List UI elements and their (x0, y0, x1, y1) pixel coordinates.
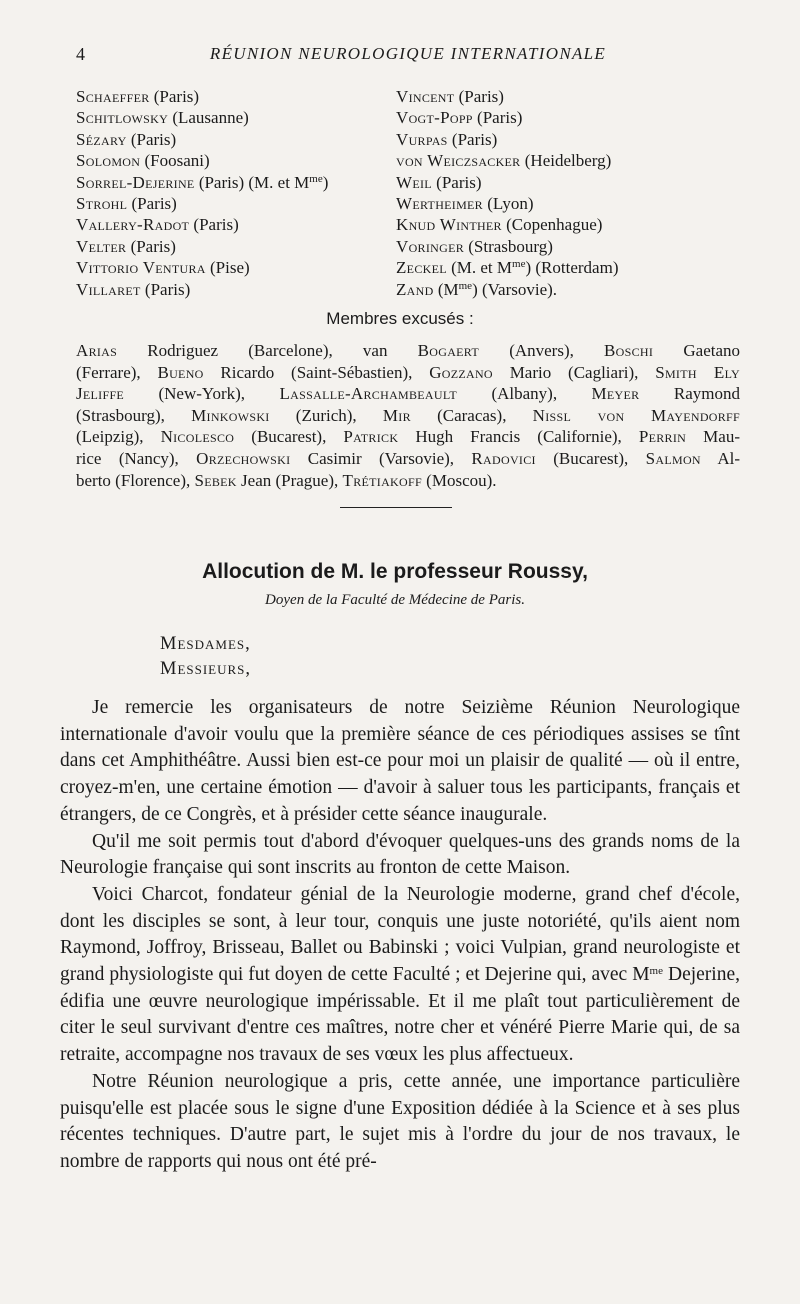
excused-member-name: Orzechowski (196, 448, 291, 468)
attendee-column-right (396, 86, 618, 300)
attendee-name: Wertheimer (396, 194, 483, 214)
attendee-column-left (76, 86, 328, 300)
speech-title: Allocution de M. le professeur Roussy, (202, 560, 588, 583)
excused-member-name: Patrick (343, 427, 399, 447)
salutation-line-2: Messieurs, (160, 659, 252, 679)
attendee-entry (396, 107, 618, 128)
excused-member-name: Gozzano (429, 362, 493, 382)
attendee-name: Strohl (76, 194, 128, 214)
excused-member-name: Perrin (638, 427, 687, 447)
paragraph-3-sup: me (649, 965, 663, 978)
attendee-name: Velter (76, 236, 127, 256)
excused-member-text: (Strasbourg), (76, 405, 192, 425)
excused-member-name: Boschi (604, 341, 654, 360)
attendee-entry (396, 236, 618, 257)
excused-member-name: Radovici (471, 448, 536, 468)
excused-member-name: Nissl von Mayendorff (532, 405, 741, 425)
excused-member-text: Rodriguez (Barcelone), van (117, 341, 418, 360)
attendee-entry (76, 279, 328, 300)
excused-line (76, 448, 740, 470)
attendee-name: Weil (396, 172, 432, 192)
paragraph-3-text: Voici Charcot, fondateur génial de la Neurologie moderne, grand chef d'école, dont les disciples se sont, à leur tour, conquis une juste notoriété, qu'ils aient nom Raymond, Joffroy, Brisseau, Ballet ou Babinski ; voici Vulpian, grand neurologiste et grand physiologiste qui fut doyen de cette Faculté ; et Dejerine qui, avec M (60, 883, 740, 986)
attendee-location: (Paris) (472, 108, 523, 128)
excused-member-text: Casimir (Varsovie), (290, 448, 472, 468)
paragraph-4: Notre Réunion neurologique a pris, cette année, une importance particulière puisqu'elle est placée sous le signe d'une Exposition dédiée à la Science et à ses plus récentes techniques. D'autre part, le sujet mis à l'ordre du jour de nos travaux, le nombre de rapports qui nous ont été pré- (60, 1070, 740, 1172)
excused-line (76, 383, 740, 405)
attendee-entry (76, 236, 328, 257)
attendee-location: (Paris) (M. et M (194, 172, 310, 192)
attendee-location: (Paris) (126, 129, 177, 149)
excused-member-text: Gaetano (653, 341, 741, 360)
attendee-entry (396, 214, 618, 235)
excused-member-name: Sebek (194, 470, 237, 490)
attendee-tail: ) (322, 172, 329, 192)
attendee-location: (Copenhague) (501, 215, 603, 235)
attendee-name: Vincent (396, 87, 455, 106)
paragraph-3-tail: Dejerine, édifia une œuvre neurologique impérissable. Et il me plaît tout particulièrement de citer le seul survivant d'entre ces maîtres, notre cher et vénéré Pierre Marie qui, de sa retraite, accompagne nos travaux de ses vœux les plus affectueux. (60, 964, 740, 1066)
excused-member-name: Trétiakoff (342, 470, 422, 490)
attendee-name: Voringer (396, 236, 465, 256)
attendee-name: von Weiczsacker (396, 151, 521, 171)
attendee-entry (396, 257, 618, 278)
attendee-entry (396, 150, 618, 171)
attendee-name: Vurpas (396, 129, 448, 149)
attendee-location: (Paris) (454, 87, 504, 106)
attendee-entry (76, 257, 328, 278)
attendee-entry (76, 150, 328, 171)
attendee-entry (76, 193, 328, 214)
attendee-location: (Paris) (189, 215, 239, 235)
attendee-name: Schaeffer (76, 87, 150, 106)
section-divider (340, 507, 452, 508)
attendee-entry (396, 172, 618, 193)
excused-member-name: Meyer (591, 384, 640, 404)
excused-member-text: (Anvers), (479, 341, 605, 360)
salutation-line-1: Mesdames, (160, 634, 251, 654)
excused-member-text: berto (Florence), (76, 470, 195, 490)
excused-line (76, 405, 740, 427)
attendee-location: (Paris) (140, 279, 191, 299)
attendee-name: Sorrel-Dejerine (76, 172, 195, 192)
speech-body (60, 695, 740, 1176)
excused-member-text: Ricardo (Saint-Sébastien), (203, 362, 430, 382)
excused-member-name: Salmon (645, 448, 701, 468)
attendee-entry (396, 193, 618, 214)
attendee-location: (Paris) (127, 194, 177, 214)
attendee-name: Vittorio Ventura (76, 258, 206, 278)
attendee-name: Solomon (76, 151, 141, 171)
attendee-location: (Paris) (149, 87, 200, 106)
excused-member-text: Jean (Prague), (236, 470, 343, 490)
page-number: 4 (76, 44, 85, 64)
excused-member-text: (Albany), (457, 384, 592, 404)
attendee-location: (Lausanne) (168, 108, 249, 128)
attendee-entry (396, 86, 618, 107)
attendee-location: (Paris) (126, 236, 176, 256)
excused-member-text: (Ferrare), (76, 362, 158, 382)
attendee-location: (M (433, 279, 459, 299)
attendee-name: Schitlowsky (76, 108, 169, 128)
attendee-name: Knud Winther (396, 215, 502, 235)
paragraph-3 (60, 882, 740, 1069)
attendee-location: (M. et M (446, 258, 513, 278)
excused-member-text: (Bucarest), (535, 448, 646, 468)
attendee-entry (76, 86, 328, 107)
excused-member-name: Bogaert (417, 341, 480, 360)
excused-member-text: (Zurich), (269, 405, 383, 425)
attendee-sup: me (309, 172, 323, 185)
attendee-sup: me (458, 279, 473, 292)
attendee-location: (Lyon) (483, 194, 534, 214)
excused-heading: Membres excusés : (326, 309, 474, 328)
attendee-name: Zeckel (396, 258, 447, 278)
attendee-tail: ) (Varsovie). (472, 279, 558, 299)
excused-member-name: Jeliffe (76, 384, 125, 404)
excused-member-text: (New-York), (124, 384, 280, 404)
excused-member-name: Bueno (157, 362, 204, 382)
excused-member-text: Mau- (686, 427, 740, 447)
excused-member-name: Lassalle-Archambeault (279, 384, 458, 404)
attendee-name: Vallery-Radot (76, 215, 190, 235)
excused-member-text: Raymond (639, 384, 741, 404)
attendee-name: Zand (396, 279, 434, 299)
attendee-name: Vogt-Popp (396, 108, 473, 128)
attendee-sup: me (512, 258, 526, 271)
attendee-entry (76, 107, 328, 128)
excused-line (76, 362, 740, 384)
excused-member-name: Arias (76, 341, 118, 360)
excused-member-text: (Leipzig), (76, 427, 161, 447)
excused-member-text: (Moscou). (421, 470, 497, 490)
salutation (160, 632, 251, 682)
excused-member-text: Hugh Francis (Californie), (398, 427, 639, 447)
attendee-entry (396, 129, 618, 150)
excused-member-text: Mario (Cagliari), (492, 362, 656, 382)
attendee-location: (Foosani) (140, 151, 210, 171)
attendee-name: Sézary (76, 129, 127, 149)
attendee-tail: ) (Rotterdam) (525, 258, 619, 278)
excused-member-name: Minkowski (191, 405, 270, 425)
excused-member-text: Al- (700, 448, 740, 468)
paragraph-1: Je remercie les organisateurs de notre Seizième Réunion Neurologique internationale d'avoir voulu que la première séance de ces périodiques assises se tînt dans cet Amphithéâtre. Aussi bien est-ce pour moi un plaisir de qualité — où il entre, croyez-m'en, une certaine émotion — d'avoir à saluer tous les participants, français et étrangers, de ce Congrès, et à présider cette séance inaugurale. (60, 697, 740, 825)
attendee-location: (Strasbourg) (464, 236, 553, 256)
excused-line (76, 340, 740, 362)
attendee-location: (Pise) (205, 258, 250, 278)
speech-subtitle: Doyen de la Faculté de Médecine de Paris. (265, 592, 525, 608)
page-header (76, 44, 740, 70)
excused-line (76, 470, 740, 492)
paragraph-2: Qu'il me soit permis tout d'abord d'évoquer quelques-uns des grands noms de la Neurologie française qui sont inscrits au fronton de cette Maison. (60, 830, 740, 879)
attendee-entry (76, 214, 328, 235)
running-title: RÉUNION NEUROLOGIQUE INTERNATIONALE (209, 44, 607, 63)
attendee-entry (76, 129, 328, 150)
attendee-location: (Heidelberg) (520, 151, 612, 171)
excused-member-text: (Bucarest), (234, 427, 344, 447)
attendee-entry (396, 279, 618, 300)
excused-member-name: Smith Ely (655, 362, 740, 382)
excused-member-name: Nicolesco (160, 427, 235, 447)
excused-line (76, 426, 740, 448)
attendee-location: (Paris) (431, 172, 482, 192)
attendee-name: Villaret (76, 279, 141, 299)
excused-member-name: Mir (382, 405, 411, 425)
attendee-location: (Paris) (447, 129, 498, 149)
excused-members-paragraph (76, 340, 740, 491)
attendee-entry (76, 172, 328, 193)
excused-member-text: rice (Nancy), (76, 448, 197, 468)
excused-member-text: (Caracas), (410, 405, 533, 425)
